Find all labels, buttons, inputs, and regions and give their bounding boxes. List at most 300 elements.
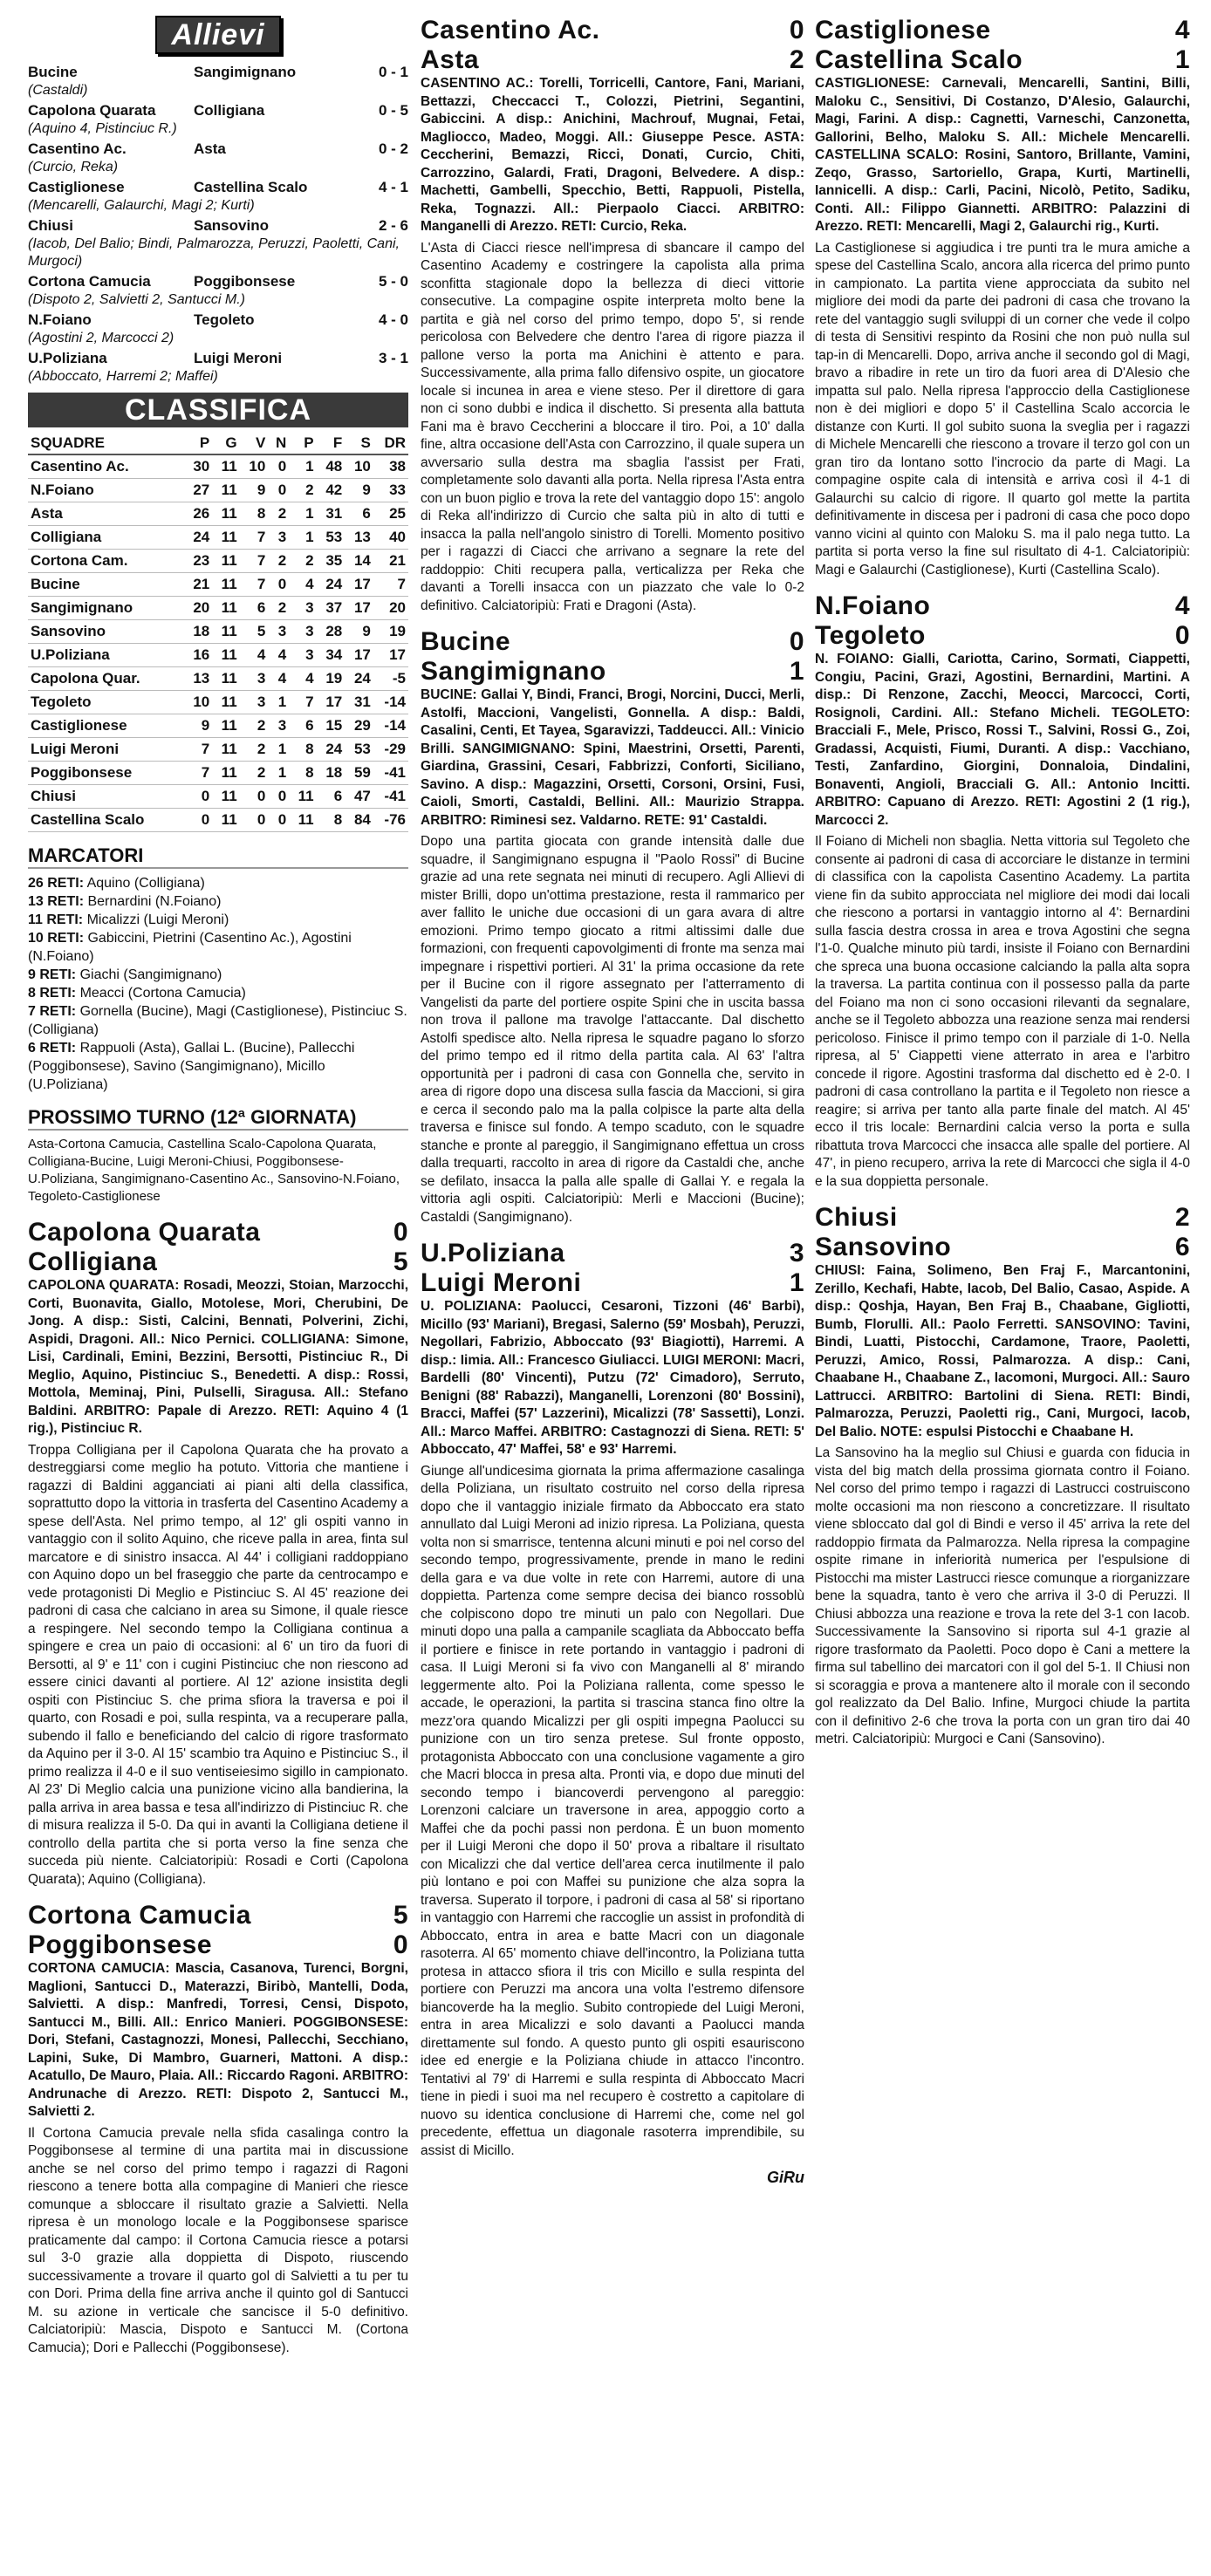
stat-cell: 11 bbox=[212, 738, 239, 762]
match-away-team: Colligiana bbox=[28, 1247, 158, 1276]
stat-cell: -14 bbox=[373, 714, 408, 738]
stat-cell: 8 bbox=[240, 502, 269, 526]
match-home-goals: 0 bbox=[789, 16, 804, 44]
stat-cell: 24 bbox=[345, 667, 373, 691]
standings-row bbox=[28, 550, 408, 573]
match-lineups: U. POLIZIANA: Paolucci, Cesaroni, Tizzoni (46' Barbi), Micillo (93' Mariani), Bregasi, Salerno (59' Mosbah), Peruzzi, Negollari, Fabrizio, Abboccato (93' Biagiotti), Harremi. A disp.: Iimia. All.: Francesco Giuliacci. LUIGI MERONI: Macri, Bardelli (80' Vincenti), Putzu (72' Cimadoro), Serruto, Benigni (88' Rabazzi), Manganelli, Lorenzoni (80' Bossini), Bracci, Maffei (57' Lazzerini), Micalizzi (78' Sassetti), Lonzi. All.: Marco Maffei. ARBITRO: Castagnozzi di Siena. RETI: 5' Abboccato, 47' Maffei, 58' e 93' Harremi. bbox=[421, 1299, 804, 1457]
match-report-text: La Castiglionese si aggiudica i tre punti tra le mura amiche a spese del Castellina Scalo, ancora alla ricerca del primo punto in campionato. La partita viene approcciata da subito nel migliore dei modi da parte dei padroni di casa che trovano la rete del vantaggio sugli sviluppi di un corner che vede il colpo di testa di Sensitivi respinto da Rosini che non può nulla sul tap-in di Mencarelli. Dopo, arriva anche il secondo gol di Magi, bravo a ribadire in rete un tiro da fuori area di D'Alesio che impatta sul palo. Nella ripresa l'approccio della Castiglionese non è dei migliori e dopo 5' il Castellina Scalo accorcia le distanze con Kurti. Il gol subito suona la sveglia per i ragazzi di Michele Mencarelli che riescono a trovare il terzo gol con un gran tiro da lontano sotto l'incrocio da parte di Magi. La compagine ospite cala di intensità e arriva così il 4-1 di Galaurchi su calcio di rigore. Il quarto gol mette la partita definitivamente in discesa per i padroni di casa che poco dopo vanno vicini al quinto con Maloku S. ma il palo nega tutto. La partita si porta verso la fine sul risultato di 4-1. Calciatoripiù: Magi e Galaurchi (Castiglionese), Kurti (Castellina Scalo). bbox=[815, 240, 1190, 577]
standings-row bbox=[28, 526, 408, 550]
stat-cell: 29 bbox=[345, 714, 373, 738]
home-team: Bucine bbox=[28, 64, 78, 80]
match-home-team: Cortona Camucia bbox=[28, 1901, 251, 1930]
standings-row bbox=[28, 573, 408, 597]
result-score: 3 - 1 bbox=[378, 350, 408, 366]
home-team: Capolona Quarata bbox=[28, 102, 156, 119]
team-name-cell: Asta bbox=[28, 502, 184, 526]
match-report-text: Giunge all'undicesima giornata la prima affermazione casalinga della Poliziana, un risultato costruito nel corso della ripresa dopo che il vantaggio iniziale firmato da Abboccato era stato annullato dal Luigi Meroni ad inizio ripresa. La Poliziana, questa volta non si smarrisce, tentenna alcuni minuti e poi nel corso del secondo tempo, progressivamente, prende in mano le redini della gara e va due volte in rete con Harremi, autore di una doppietta. Partenza come sempre decisa dei bianco rossoblù che colpiscono dopo tre minuti un palo con Negollari. Due minuti dopo una palla a campanile scagliata da Abboccato beffa il portiere e finisce in rete portando in vantaggio i padroni di casa. Il Luigi Meroni si fa vivo con Manganelli al 8' mirando leggermente alto. Poi la Poliziana rallenta, come spesso le accade, le operazioni, la partita si trascina stanca fino oltre la mezz'ora quando Micalizzi per gli ospiti impegna Paolucci su punizione con un tiro senza pretese. Sul fronte opposto, protagonista Abboccato con una conclusione vagamente a giro che Macri blocca in presa alta. Pronti via, e dopo due minuti del secondo tempo i biancoverdi pervengono al pareggio: Lorenzoni calciare un traversone in area, appoggio corto a Maffei che da pochi passi non perdona. È un buon momento per il Luigi Meroni che dopo il 50' prova a ribaltare il risultato con Micalizzi che dal vertice dell'area cerca inutilmente il palo più lontano e poi con Maffei su punizione che alza sopra la traversa. Superato il torpore, i padroni di casa al 58' si riportano in vantaggio con Harremi che raccoglie un assist in profondità di Abboccato, entra in area e batte Macri con un diagonale rasoterra. Al 65' momento chiave dell'incontro, la Poliziana tutta protesa in attacco sfiora il tris con Micillo e sulla respinta del portiere con Peruzzi ma ancora una volta l'estremo difensore biancoverde ha la meglio. Subito contropiede del Luigi Meroni, entra in area Micalizzi e solo davanti a Paolucci manda direttamente sul fondo. A questo punto gli ospiti esauriscono idee ed energie e la Poliziana chiude in attacco l'incontro. Tentativi al 79' di Harremi e sulla respinta di Abboccato Macri tiene in piedi i suoi ma nel recupero è costretto a capitolare di nuovo su identica conclusione di Harremi che, come nel gol precedente, effettua un diagonale rasoterra imprendibile, su assist di Micillo. bbox=[421, 1463, 804, 2158]
stat-cell: 7 bbox=[240, 550, 269, 573]
stat-cell: 3 bbox=[289, 620, 316, 644]
scorers-line: 26 RETI: Aquino (Colligiana) bbox=[28, 876, 205, 891]
result-row bbox=[28, 63, 408, 82]
team-name-cell: Casentino Ac. bbox=[28, 454, 184, 479]
away-team: Poggibonsese bbox=[194, 273, 296, 290]
stat-cell: 2 bbox=[268, 550, 289, 573]
team-name-cell: Sansovino bbox=[28, 620, 184, 644]
stat-cell: 24 bbox=[317, 573, 346, 597]
standings-row bbox=[28, 479, 408, 502]
match-away-row bbox=[421, 1268, 804, 1298]
stat-cell: 1 bbox=[289, 454, 316, 479]
match-away-goals: 0 bbox=[1174, 621, 1190, 650]
scorers-line: 11 RETI: Micalizzi (Luigi Meroni) bbox=[28, 912, 229, 927]
away-team: Tegoleto bbox=[194, 311, 255, 328]
stat-cell: 11 bbox=[212, 762, 239, 785]
stat-cell: 11 bbox=[212, 550, 239, 573]
stat-cell: 3 bbox=[240, 667, 269, 691]
match-home-team: Bucine bbox=[421, 627, 511, 656]
match-away-row bbox=[421, 45, 804, 75]
standings-row bbox=[28, 644, 408, 667]
next-round-title: PROSSIMO TURNO (12ª GIORNATA) bbox=[28, 1106, 408, 1131]
home-team: Chiusi bbox=[28, 217, 73, 234]
match-away-row bbox=[28, 1930, 408, 1960]
stat-cell: 59 bbox=[345, 762, 373, 785]
stat-cell: 9 bbox=[184, 714, 213, 738]
stat-cell: 4 bbox=[289, 667, 316, 691]
standings-row bbox=[28, 597, 408, 620]
team-name-cell: Colligiana bbox=[28, 526, 184, 550]
allievi-banner: Allievi bbox=[155, 16, 281, 54]
match-away-team: Luigi Meroni bbox=[421, 1268, 582, 1297]
match-report-text: La Sansovino ha la meglio sul Chiusi e guarda con fiducia in vista del big match della prossima giornata contro il Foiano. Nel corso del primo tempo i ragazzi di Lastrucci costruiscono molte occasioni ma non riescono a concretizzare. Il risultato viene sbloccato dal gol di Bindi e verso il 45' arriva la rete del raddoppio firmata da Palmarozza. Nella ripresa la compagine ospite rimane in inferiorità numerica per l'espulsione di Pistocchi ma mister Lastrucci riesce comunque a riorganizzare bene la squadra, tanto è vero che arriva il 3-0 di Peruzzi. Il Chiusi abbozza una reazione e trova la rete del 3-1 con Iacob. Successivamente la Sansovino si riporta sul 4-1 grazie al rigore trasformato da Paoletti. Poco dopo è Cani a mettere la firma sul tabellino dei marcatori con il gol del 5-1. Il Chiusi non si scoraggia e prova a mantenere alto il morale con il secondo gol realizzato da Del Balio. Infine, Murgoci chiude la partita con il definitivo 2-6 che trova la porta con un gran tiro dai 40 metri. Calciatoripiù: Murgoci e Cani (Sansovino). bbox=[815, 1445, 1190, 1746]
stat-cell: 1 bbox=[289, 526, 316, 550]
stat-cell: 1 bbox=[289, 502, 316, 526]
match-away-row bbox=[815, 621, 1190, 651]
stat-cell: 0 bbox=[268, 479, 289, 502]
stat-cell: 11 bbox=[212, 691, 239, 714]
stat-cell: 17 bbox=[345, 573, 373, 597]
stat-cell: 48 bbox=[317, 454, 346, 479]
stat-cell: 11 bbox=[212, 597, 239, 620]
match-home-row bbox=[421, 627, 804, 657]
standings-body bbox=[28, 454, 408, 832]
match-report-poliziana bbox=[421, 1239, 804, 2160]
stat-cell: -41 bbox=[373, 762, 408, 785]
home-team: U.Poliziana bbox=[28, 350, 107, 366]
result-scorers: (Curcio, Reka) bbox=[28, 160, 119, 174]
match-home-row bbox=[421, 1239, 804, 1268]
col-header: S bbox=[345, 433, 373, 454]
standings-row bbox=[28, 454, 408, 479]
match-home-row bbox=[815, 1203, 1190, 1233]
match-report-chiusi bbox=[815, 1203, 1190, 1749]
stat-cell: 8 bbox=[317, 809, 346, 832]
stat-cell: 6 bbox=[289, 714, 316, 738]
team-name-cell: Sangimignano bbox=[28, 597, 184, 620]
team-name-cell: Capolona Quar. bbox=[28, 667, 184, 691]
stat-cell: 7 bbox=[289, 691, 316, 714]
result-scorers: (Agostini 2, Marcocci 2) bbox=[28, 331, 174, 345]
standings-header bbox=[28, 433, 408, 454]
stat-cell: 4 bbox=[268, 667, 289, 691]
match-lineups: BUCINE: Gallai Y, Bindi, Franci, Brogi, Norcini, Ducci, Merli, Astolfi, Maccioni, Vangelisti, Gonnella. A disp.: Baldi, Casalini, Centi, Et Tayea, Sgaravizzi, Taddeucci. All.: Vinicio Brilli. SANGIMIGNANO: Spini, Maestrini, Orsetti, Parenti, Giardina, Grassini, Cesari, Fabbrizzi, Conforti, Siciliano, Savino. A disp.: Magazzini, Orsetti, Corsoni, Orsini, Fusi, Caioli, Smorti, Castaldi, Bellini. All.: Maurizio Strappa. ARBITRO: Riminesi sez. Valdarno. RETE: 91' Castaldi. bbox=[421, 687, 804, 828]
stat-cell: 7 bbox=[184, 762, 213, 785]
home-team: Casentino Ac. bbox=[28, 140, 127, 157]
stat-cell: 6 bbox=[240, 597, 269, 620]
match-home-team: Capolona Quarata bbox=[28, 1218, 261, 1247]
column-left bbox=[28, 16, 408, 2357]
match-home-goals: 5 bbox=[393, 1901, 408, 1930]
stat-cell: 38 bbox=[373, 454, 408, 479]
scorers-line: 9 RETI: Giachi (Sangimignano) bbox=[28, 967, 222, 982]
result-score: 0 - 2 bbox=[378, 140, 408, 157]
away-team: Asta bbox=[194, 140, 226, 157]
scorers-line: 13 RETI: Bernardini (N.Foiano) bbox=[28, 894, 222, 909]
stat-cell: 2 bbox=[289, 479, 316, 502]
match-report-bucine bbox=[421, 627, 804, 1227]
team-name-cell: Luigi Meroni bbox=[28, 738, 184, 762]
stat-cell: 0 bbox=[268, 454, 289, 479]
match-away-row bbox=[815, 1233, 1190, 1262]
stat-cell: 0 bbox=[184, 809, 213, 832]
standings-row bbox=[28, 691, 408, 714]
stat-cell: 5 bbox=[240, 620, 269, 644]
standings-row bbox=[28, 620, 408, 644]
match-away-row bbox=[28, 1247, 408, 1277]
match-report-text: Troppa Colligiana per il Capolona Quarata che ha provato a destreggiarsi come meglio ha potuto. Vittoria che mantiene i ragazzi di Baldini agganciati ai piani alti della classifica, soprattutto dopo la vittoria in trasferta del Casentino Academy a spese dell'Asta. Nel primo tempo, al 12' gli ospiti vanno in vantaggio con il solito Aquino, che riceve palla in area, finta sul marcatore e di sinistro insacca. Al 44' i colligiani raddoppiano con Aquino dopo un bel fraseggio che parte da centrocampo e vede protagonisti Di Meglio e Pistinciuc S. Al 45' reazione dei padroni di casa che calciano in area su Simone, il quale riesce a respingere. Nel secondo tempo la Colligiana continua a spingere e crea un paio di occasioni: al 6' un tiro da fuori di Bersotti, al 9' e 11' con i cugini Pistinciuc che non riescono ad essere cinici davanti al portiere. Al 12' azione insistita degli ospiti con Pistinciuc S. che prima sfiora la traversa e poi il quarto, con Rosadi e poi, sulla respinta, va a recuperare palla, subendo il fallo e beneficiando del calcio di rigore trasformato da Aquino per il 3-0. Al 15' scambio tra Aquino e Pistinciuc S., il primo realizza il 4-0 e il suo ventiseiesimo sigillo in campionato. Al 23' Di Meglio calcia una punizione vicino alla bandierina, la palla arriva in area bassa e tesa all'indirizzo di Pistinciuc R. che di misura realizza il 5-0. Da qui in avanti la Colligiana detiene il controllo della partita che si porta verso la fine senza che succeda più niente. Calciatoripiù: Rosadi e Corti (Capolona Quarata); Aquino (Colligiana). bbox=[28, 1442, 408, 1887]
stat-cell: 1 bbox=[268, 762, 289, 785]
match-lineups: CHIUSI: Faina, Solimeno, Ben Fraj F., Marcantonini, Zerillo, Kechafi, Habte, Iacob, Del Balio, Casao, Aspide. A disp.: Qoshja, Hayan, Ben Fraj B., Chaabane, Gigliotti, Bumb, Florulli. All.: Paolo Ferretti. SANSOVINO: Tavini, Bindi, Luatti, Pistocchi, Cardamone, Traore, Paoletti, Peruzzi, Amico, Rossi, Palmarozza. A disp.: Cani, Chaabane H., Chaabane Z., Iacomoni, Murgoci. All.: Sauro Lattrucci. ARBITRO: Bartolini di Siena. RETI: Bindi, Palmarozza, Peruzzi, Paoletti rig., Cani, Murgoci, Iacob, Del Balio. NOTE: espulsi Pistocchi e Chaabane H. bbox=[815, 1263, 1190, 1439]
stat-cell: 53 bbox=[345, 738, 373, 762]
match-home-team: N.Foiano bbox=[815, 591, 931, 620]
result-scorers: (Castaldi) bbox=[28, 83, 88, 98]
match-report-text: L'Asta di Ciacci riesce nell'impresa di sbancare il campo del Casentino Academy e costringere la capolista alla prima sconfitta stagionale dopo la bellezza di dieci vittorie consecutive. La compagine ospite interpreta molto bene la partita e già nel corso del primo tempo, dopo 5', si rende pericolosa con Belvedere che dentro l'area di rigore piazza il pallone verso la porta ma Anichini è attento e para. Successivamente, alla prima fallo difensivo ospite, un giocatore locale si incunea in area e viene steso. Per il direttore di gara non ci sono dubbi e indica il dischetto. Si presenta alla battuta Fani ma è bravo Ceccherini a bloccare il tiro. Poi, a 10' dalla fine, altra occasione dell'Asta con Carrozzino, il quale supera un avversario sulla destra ma sbaglia l'assist per Frati, completamente solo davanti alla porta. Nella ripresa l'Asta entra con un buon piglio e trova la rete del vantaggio dopo 15': angolo di Reka all'indirizzo di Curcio che salta più in alto di tutti e insacca la palla nell'angolo sinistro di Torelli. Momento positivo per i ragazzi di Ciacci che arrivano a segnare la rete del raddoppio: Chiti recupera palla, verticalizza per Reka che davanti a Torelli insacca con un piazzato che vale lo 0-2 definitivo. Calciatoripiù: Frati e Dragoni (Asta). bbox=[421, 240, 804, 613]
column-middle bbox=[421, 16, 804, 2187]
stat-cell: 0 bbox=[268, 573, 289, 597]
match-lineups: CAPOLONA QUARATA: Rosadi, Meozzi, Stoian, Marzocchi, Corti, Buonavita, Giallo, Motolese, Mori, Cherubini, De Jong. A disp.: Sisti, Calcini, Bennati, Polverini, Zichi, Aspidi, Dragoni. All.: Nico Pernici. COLLIGIANA: Simone, Lisi, Cardinali, Emini, Bezzini, Bersotti, Pistinciuc R., Di Meglio, Aquino, Pistinciuc S., Benedetti. A disp.: Rossi, Mottola, Meminaj, Pini, Pulselli, Siragusa. All.: Stefano Baldini. ARBITRO: Papale di Arezzo. RETI: Aquino 4 (1 rig.), Pistinciuc R. bbox=[28, 1278, 408, 1436]
classifica-banner: CLASSIFICA bbox=[28, 393, 408, 427]
away-team: Sangimignano bbox=[194, 64, 297, 80]
stat-cell: -41 bbox=[373, 785, 408, 809]
result-scorers: (Mencarelli, Galaurchi, Magi 2; Kurti) bbox=[28, 198, 255, 213]
stat-cell: 3 bbox=[289, 644, 316, 667]
away-team: Sansovino bbox=[194, 217, 269, 234]
stat-cell: 53 bbox=[317, 526, 346, 550]
stat-cell: 0 bbox=[268, 785, 289, 809]
match-report-text: Dopo una partita giocata con grande intensità dalle due squadre, il Sangimignano espugna il "Paolo Rossi" di Bucine grazie ad una rete segnata nei minuti di recupero. Agli Allievi di mister Brilli, dopo un'ottima prestazione, resta il rammarico per aver fallito le uniche due occasioni di un gara avara di altre emozioni. Primo tempo giocato a ritmi altissimi dalle due formazioni, con frequenti capovolgimenti di fronte ma senza mai impegnare i rispettivi portieri. Al 31' la prima occasione da rete per il Bucine con il rigore assegnato per l'atterramento di Vangelisti da parte del portiere ospite Spini che in uscita bassa non trova il pallone ma travolge l'attaccante. Dal dischetto Astolfi spedisce alto. Nella ripresa le squadre pagano lo sforzo del primo tempo ed il ritmo della partita cala. Al 63' l'altra opportunità per i padroni di casa con Gonnella che, servito in area di rigore dopo una discesa sulla fascia da Maccioni, si gira e cerca il secondo palo ma la palla colpisce la parte alta della traversa e finisce sul fondo. A tempo scaduto, con le squadre stanche e pronte al pareggio, il Sangimignano effettua un cross dalla trequarti, raccolto in area di rigore da Castaldi che, anche se defilato, insacca la palla alle spalle di Gallai Y. e regala la vittoria agli ospiti. Calciatoripiù: Merli e Maccioni (Bucine); Castaldi (Sangimignano). bbox=[421, 834, 804, 1225]
stat-cell: 11 bbox=[212, 573, 239, 597]
stat-cell: 30 bbox=[184, 454, 213, 479]
result-score: 4 - 0 bbox=[378, 311, 408, 328]
stat-cell: -14 bbox=[373, 691, 408, 714]
stat-cell: 1 bbox=[268, 738, 289, 762]
stat-cell: 15 bbox=[317, 714, 346, 738]
stat-cell: 2 bbox=[240, 762, 269, 785]
match-away-goals: 1 bbox=[789, 1268, 804, 1297]
stat-cell: 8 bbox=[289, 738, 316, 762]
match-report-text: Il Foiano di Micheli non sbaglia. Netta vittoria sul Tegoleto che consente ai padroni di casa di accorciare le distanze in termini di classifica con la capolista Casentino Academy. La partita viene fin da subito approcciata nel migliore dei modi dai locali che riescono a portarsi in vantaggio intorno al 4': Bernardini sulla fascia destra crossa in area e trova Agostini che segna l'1-0. Qualche minuto più tardi, insiste il Foiano con Bernardini che spreca una buona occasione calciando la palla alta sopra la traversa. La partita continua con il possesso palla da parte del Foiano ma non ci sono occasioni rilevanti da segnalare, anche se il Tegoleto abbozza una reazione senza mai rendersi pericoloso. Finisce il primo tempo con il parziale di 1-0. Nella ripresa, al 5' Ciappetti viene atterrato in area e l'arbitro concede il rigore. Agostini trasforma dal dischetto ed è 2-0. I padroni di casa controllano la partita e il Tegoleto non riesce a reagire; si arriva per tanto alla parte finale del match. Al 45' ecco il tris locale: Bernardini calcia verso la porta e sulla ribattuta trova Marcocci che insacca alle spalle del portiere. Al 47', in pieno recupero, arriva la rete di Marcocci che sigla il 4-0 e la sua doppietta personale. bbox=[815, 834, 1190, 1189]
standings-row bbox=[28, 714, 408, 738]
stat-cell: 2 bbox=[240, 738, 269, 762]
stat-cell: 2 bbox=[268, 597, 289, 620]
stat-cell: 13 bbox=[184, 667, 213, 691]
result-row bbox=[28, 349, 408, 368]
standings-row bbox=[28, 738, 408, 762]
result-row bbox=[28, 311, 408, 330]
stat-cell: 25 bbox=[373, 502, 408, 526]
result-row bbox=[28, 178, 408, 197]
match-lineups: CASTIGLIONESE: Carnevali, Mencarelli, Santini, Billi, Maloku C., Sensitivi, Di Costanzo, D'Alesio, Galaurchi, Magi, Farini. A disp.: Cagnetti, Varneschi, Canzonetta, Gallorini, Belho, Maloku S. All.: Michele Mencarelli. CASTELLINA SCALO: Rosini, Santoro, Brillante, Vamini, Zeqo, Grasso, Sartoriello, Grapa, Kurti, Martinelli, Iannicelli. A disp.: Carli, Pacini, Nicolò, Petito, Sadiku, Conti. All.: Filippo Giannetti. ARBITRO: Palazzini di Arezzo. RETI: Mencarelli, Magi 2, Galaurchi rig., Kurti. bbox=[815, 76, 1190, 234]
stat-cell: 31 bbox=[345, 691, 373, 714]
stat-cell: 11 bbox=[212, 644, 239, 667]
stat-cell: 11 bbox=[289, 785, 316, 809]
stat-cell: -29 bbox=[373, 738, 408, 762]
stat-cell: -76 bbox=[373, 809, 408, 832]
next-round-text: Asta-Cortona Camucia, Castellina Scalo-Capolona Quarata, Colligiana-Bucine, Luigi Meroni-Chiusi, Poggibonsese-U.Poliziana, Sangimignano-Casentino Ac., Sansovino-N.Foiano, Tegoleto-Castiglionese bbox=[28, 1137, 400, 1204]
stat-cell: 10 bbox=[240, 454, 269, 479]
stat-cell: 24 bbox=[317, 738, 346, 762]
col-header: N bbox=[268, 433, 289, 454]
stat-cell: 7 bbox=[240, 526, 269, 550]
home-team: Castiglionese bbox=[28, 179, 125, 195]
stat-cell: 8 bbox=[289, 762, 316, 785]
col-header: F bbox=[317, 433, 346, 454]
stat-cell: 7 bbox=[184, 738, 213, 762]
result-scorers: (Abboccato, Harremi 2; Maffei) bbox=[28, 369, 218, 384]
match-away-goals: 0 bbox=[393, 1930, 408, 1959]
match-away-team: Tegoleto bbox=[815, 621, 926, 650]
stat-cell: 9 bbox=[345, 620, 373, 644]
away-team: Colligiana bbox=[194, 102, 265, 119]
stat-cell: 31 bbox=[317, 502, 346, 526]
match-away-team: Sansovino bbox=[815, 1233, 952, 1261]
result-score: 0 - 5 bbox=[378, 102, 408, 119]
match-away-goals: 1 bbox=[789, 657, 804, 686]
stat-cell: 9 bbox=[240, 479, 269, 502]
stat-cell: 18 bbox=[184, 620, 213, 644]
stat-cell: 37 bbox=[317, 597, 346, 620]
stat-cell: 2 bbox=[268, 502, 289, 526]
stat-cell: 10 bbox=[184, 691, 213, 714]
match-report-foiano bbox=[815, 591, 1190, 1191]
stat-cell: 11 bbox=[212, 479, 239, 502]
match-home-goals: 4 bbox=[1174, 591, 1190, 620]
stat-cell: 3 bbox=[240, 691, 269, 714]
away-team: Luigi Meroni bbox=[194, 350, 283, 366]
stat-cell: 23 bbox=[184, 550, 213, 573]
team-name-cell: U.Poliziana bbox=[28, 644, 184, 667]
match-home-team: Casentino Ac. bbox=[421, 16, 600, 44]
result-score: 5 - 0 bbox=[378, 273, 408, 290]
match-away-row bbox=[815, 45, 1190, 75]
standings-row bbox=[28, 785, 408, 809]
standings-row bbox=[28, 762, 408, 785]
standings-row bbox=[28, 809, 408, 832]
match-report-casentino bbox=[421, 16, 804, 615]
stat-cell: 42 bbox=[317, 479, 346, 502]
stat-cell: 20 bbox=[184, 597, 213, 620]
match-report-capolona bbox=[28, 1218, 408, 1889]
stat-cell: 4 bbox=[268, 644, 289, 667]
col-header: V bbox=[240, 433, 269, 454]
stat-cell: 7 bbox=[240, 573, 269, 597]
stat-cell: 10 bbox=[345, 454, 373, 479]
match-away-team: Sangimignano bbox=[421, 657, 606, 686]
team-name-cell: Castiglionese bbox=[28, 714, 184, 738]
match-away-team: Castellina Scalo bbox=[815, 45, 1023, 74]
stat-cell: 26 bbox=[184, 502, 213, 526]
stat-cell: 11 bbox=[212, 785, 239, 809]
stat-cell: 17 bbox=[317, 691, 346, 714]
match-lineups: CASENTINO AC.: Torelli, Torricelli, Cantore, Fani, Mariani, Bettazzi, Checcacci T., Colozzi, Pietrini, Segantini, Gabiccini. A disp.: Anichini, Machrouf, Mugnai, Fetai, Magliocco, Madeo, Moggi. All.: Giuseppe Pesce. ASTA: Ceccherini, Bemazzi, Ricci, Donati, Curcio, Chiti, Carrozzino, Galardi, Frati, Dragoni, Belvedere. A disp.: Machetti, Gambelli, Specchio, Betti, Rappuoli, Pistella, Reka, Tognazzi. All.: Pierpaolo Ciacci. ARBITRO: Manganelli di Arezzo. RETI: Curcio, Reka. bbox=[421, 76, 804, 234]
match-away-goals: 1 bbox=[1174, 45, 1190, 74]
stat-cell: 11 bbox=[289, 809, 316, 832]
stat-cell: 11 bbox=[212, 620, 239, 644]
stat-cell: 11 bbox=[212, 526, 239, 550]
result-score: 2 - 6 bbox=[378, 217, 408, 234]
result-scorers: (Iacob, Del Balio; Bindi, Palmarozza, Peruzzi, Paoletti, Cani, Murgoci) bbox=[28, 236, 400, 269]
scorers-line: 6 RETI: Rappuoli (Asta), Gallai L. (Bucine), Pallecchi (Poggibonsese), Savino (Sangimignano), Micillo (U.Poliziana) bbox=[28, 1041, 355, 1092]
match-away-goals: 5 bbox=[393, 1247, 408, 1276]
stat-cell: 0 bbox=[240, 785, 269, 809]
stat-cell: 0 bbox=[268, 809, 289, 832]
result-row bbox=[28, 101, 408, 120]
stat-cell: 28 bbox=[317, 620, 346, 644]
match-home-row bbox=[28, 1218, 408, 1247]
result-score: 4 - 1 bbox=[378, 179, 408, 195]
result-row bbox=[28, 140, 408, 159]
stat-cell: 47 bbox=[345, 785, 373, 809]
stat-cell: 17 bbox=[345, 597, 373, 620]
stat-cell: 4 bbox=[240, 644, 269, 667]
match-home-row bbox=[28, 1901, 408, 1930]
match-away-team: Poggibonsese bbox=[28, 1930, 213, 1959]
stat-cell: 11 bbox=[212, 454, 239, 479]
result-scorers: (Dispoto 2, Salvietti 2, Santucci M.) bbox=[28, 292, 245, 307]
standings-table bbox=[28, 433, 408, 832]
match-home-goals: 0 bbox=[789, 627, 804, 656]
column-right bbox=[815, 16, 1190, 1749]
stat-cell: 2 bbox=[289, 550, 316, 573]
stat-cell: 21 bbox=[184, 573, 213, 597]
match-home-team: Castiglionese bbox=[815, 16, 991, 44]
match-home-goals: 4 bbox=[1174, 16, 1190, 44]
stat-cell: 3 bbox=[268, 714, 289, 738]
stat-cell: 17 bbox=[373, 644, 408, 667]
match-home-row bbox=[421, 16, 804, 45]
match-report-text: Il Cortona Camucia prevale nella sfida casalinga contro la Poggibonsese al termine di una partita mai in discussione anche se nel corso del primo tempo i ragazzi di Ragoni riescono a tenere botta alla compagine di Manieri che riesce comunque a sbloccare il risultato grazie a Salvietti. Nella ripresa è un monologo locale e la Poggibonsese sparisce praticamente dal campo: il Cortona Camucia riesce a potarsi sul 3-0 grazie alla doppietta di Dispoto, riuscendo successivamente a trovare il quarto gol di Salvietti a tu per tu con Dori. Prima della fine arriva anche il quinto gol di Santucci M. su azione in verticale che sancisce il 5-0 definitivo. Calciatoripiù: Mascia, Dispoto e Santucci M. (Cortona Camucia); Dori e Pallecchi (Poggibonsese). bbox=[28, 2125, 408, 2355]
match-away-goals: 6 bbox=[1174, 1233, 1190, 1261]
stat-cell: 2 bbox=[240, 714, 269, 738]
result-row bbox=[28, 272, 408, 291]
stat-cell: 27 bbox=[184, 479, 213, 502]
author-signature: GiRu bbox=[767, 2169, 804, 2186]
stat-cell: -5 bbox=[373, 667, 408, 691]
stat-cell: 3 bbox=[268, 526, 289, 550]
standings-row bbox=[28, 667, 408, 691]
team-name-cell: Tegoleto bbox=[28, 691, 184, 714]
match-away-row bbox=[421, 657, 804, 687]
match-home-goals: 0 bbox=[393, 1218, 408, 1247]
stat-cell: 40 bbox=[373, 526, 408, 550]
team-name-cell: Castellina Scalo bbox=[28, 809, 184, 832]
stat-cell: 3 bbox=[268, 620, 289, 644]
team-name-cell: Chiusi bbox=[28, 785, 184, 809]
team-name-cell: Bucine bbox=[28, 573, 184, 597]
match-lineups: CORTONA CAMUCIA: Mascia, Casanova, Turenci, Borgni, Maglioni, Santucci D., Materazzi, Biribò, Mantelli, Doda, Salvietti. A disp.: Manfredi, Torresi, Censi, Dispoto, Santucci M., Billi. All.: Enrico Manieri. POGGIBONSESE: Dori, Stefani, Castagnozzi, Monesi, Pallecchi, Secchiano, Lapini, Suke, Di Mambro, Guarneri, Mattoni. A disp.: Acatullo, De Mauro, Plaia. All.: Riccardo Ragoni. ARBITRO: Andrunache di Arezzo. RETI: Dispoto 2, Santucci M., Salvietti 2. bbox=[28, 1961, 408, 2119]
stat-cell: 11 bbox=[212, 667, 239, 691]
col-header: SQUADRE bbox=[28, 433, 184, 454]
stat-cell: 9 bbox=[345, 479, 373, 502]
col-header: P bbox=[289, 433, 316, 454]
stat-cell: 24 bbox=[184, 526, 213, 550]
stat-cell: 6 bbox=[345, 502, 373, 526]
col-header: P bbox=[184, 433, 213, 454]
team-name-cell: Cortona Cam. bbox=[28, 550, 184, 573]
col-header: DR bbox=[373, 433, 408, 454]
results-list bbox=[28, 63, 408, 386]
scorers-list bbox=[28, 874, 408, 1094]
stat-cell: 14 bbox=[345, 550, 373, 573]
stat-cell: 4 bbox=[289, 573, 316, 597]
stat-cell: 33 bbox=[373, 479, 408, 502]
result-score: 0 - 1 bbox=[378, 64, 408, 80]
match-away-goals: 2 bbox=[789, 45, 804, 74]
home-team: Cortona Camucia bbox=[28, 273, 151, 290]
match-report-castiglionese bbox=[815, 16, 1190, 579]
next-round bbox=[28, 1136, 408, 1206]
match-away-team: Asta bbox=[421, 45, 480, 74]
result-scorers: (Aquino 4, Pistinciuc R.) bbox=[28, 121, 177, 136]
match-lineups: N. FOIANO: Gialli, Cariotta, Carino, Sormati, Ciappetti, Congiu, Pacini, Grazi, Agostini, Bernardini, Martini. A disp.: Di Renzone, Zacchi, Meocci, Marcocci, Corti, Rosignoli, Cardini. All.: Stefano Micheli. TEGOLETO: Bracciali F., Mele, Prisco, Rossi T., Salvini, Rossi G., Zoi, Gradassi, Acquisti, Fiumi, Duranti. A disp.: Vacchiano, Testi, Zanfardino, Giorgini, Donnaloia, Dindalini, Bonaventi, Angioli, Bracciali G. All.: Antonio Incitti. ARBITRO: Capuano di Arezzo. RETI: Agostini 2 (1 rig.), Marcocci 2. bbox=[815, 652, 1190, 828]
stat-cell: 0 bbox=[240, 809, 269, 832]
result-row bbox=[28, 216, 408, 236]
stat-cell: 35 bbox=[317, 550, 346, 573]
team-name-cell: Poggibonsese bbox=[28, 762, 184, 785]
col-header: G bbox=[212, 433, 239, 454]
stat-cell: 19 bbox=[317, 667, 346, 691]
scorers-line: 10 RETI: Gabiccini, Pietrini (Casentino Ac.), Agostini (N.Foiano) bbox=[28, 931, 352, 964]
home-team: N.Foiano bbox=[28, 311, 92, 328]
match-home-goals: 3 bbox=[789, 1239, 804, 1268]
match-home-goals: 2 bbox=[1174, 1203, 1190, 1232]
stat-cell: 16 bbox=[184, 644, 213, 667]
stat-cell: 1 bbox=[268, 691, 289, 714]
match-home-team: Chiusi bbox=[815, 1203, 898, 1232]
team-name-cell: N.Foiano bbox=[28, 479, 184, 502]
stat-cell: 3 bbox=[289, 597, 316, 620]
stat-cell: 34 bbox=[317, 644, 346, 667]
stat-cell: 7 bbox=[373, 573, 408, 597]
stat-cell: 13 bbox=[345, 526, 373, 550]
standings-row bbox=[28, 502, 408, 526]
scorers-line: 7 RETI: Gornella (Bucine), Magi (Castiglionese), Pistinciuc S. (Colligiana) bbox=[28, 1004, 407, 1037]
stat-cell: 84 bbox=[345, 809, 373, 832]
scorers-title: MARCATORI bbox=[28, 844, 408, 869]
stat-cell: 20 bbox=[373, 597, 408, 620]
stat-cell: 19 bbox=[373, 620, 408, 644]
stat-cell: 11 bbox=[212, 714, 239, 738]
scorers-line: 8 RETI: Meacci (Cortona Camucia) bbox=[28, 986, 246, 1001]
stat-cell: 18 bbox=[317, 762, 346, 785]
stat-cell: 11 bbox=[212, 502, 239, 526]
away-team: Castellina Scalo bbox=[194, 179, 308, 195]
match-home-row bbox=[815, 16, 1190, 45]
stat-cell: 11 bbox=[212, 809, 239, 832]
match-home-row bbox=[815, 591, 1190, 621]
stat-cell: 6 bbox=[317, 785, 346, 809]
stat-cell: 21 bbox=[373, 550, 408, 573]
